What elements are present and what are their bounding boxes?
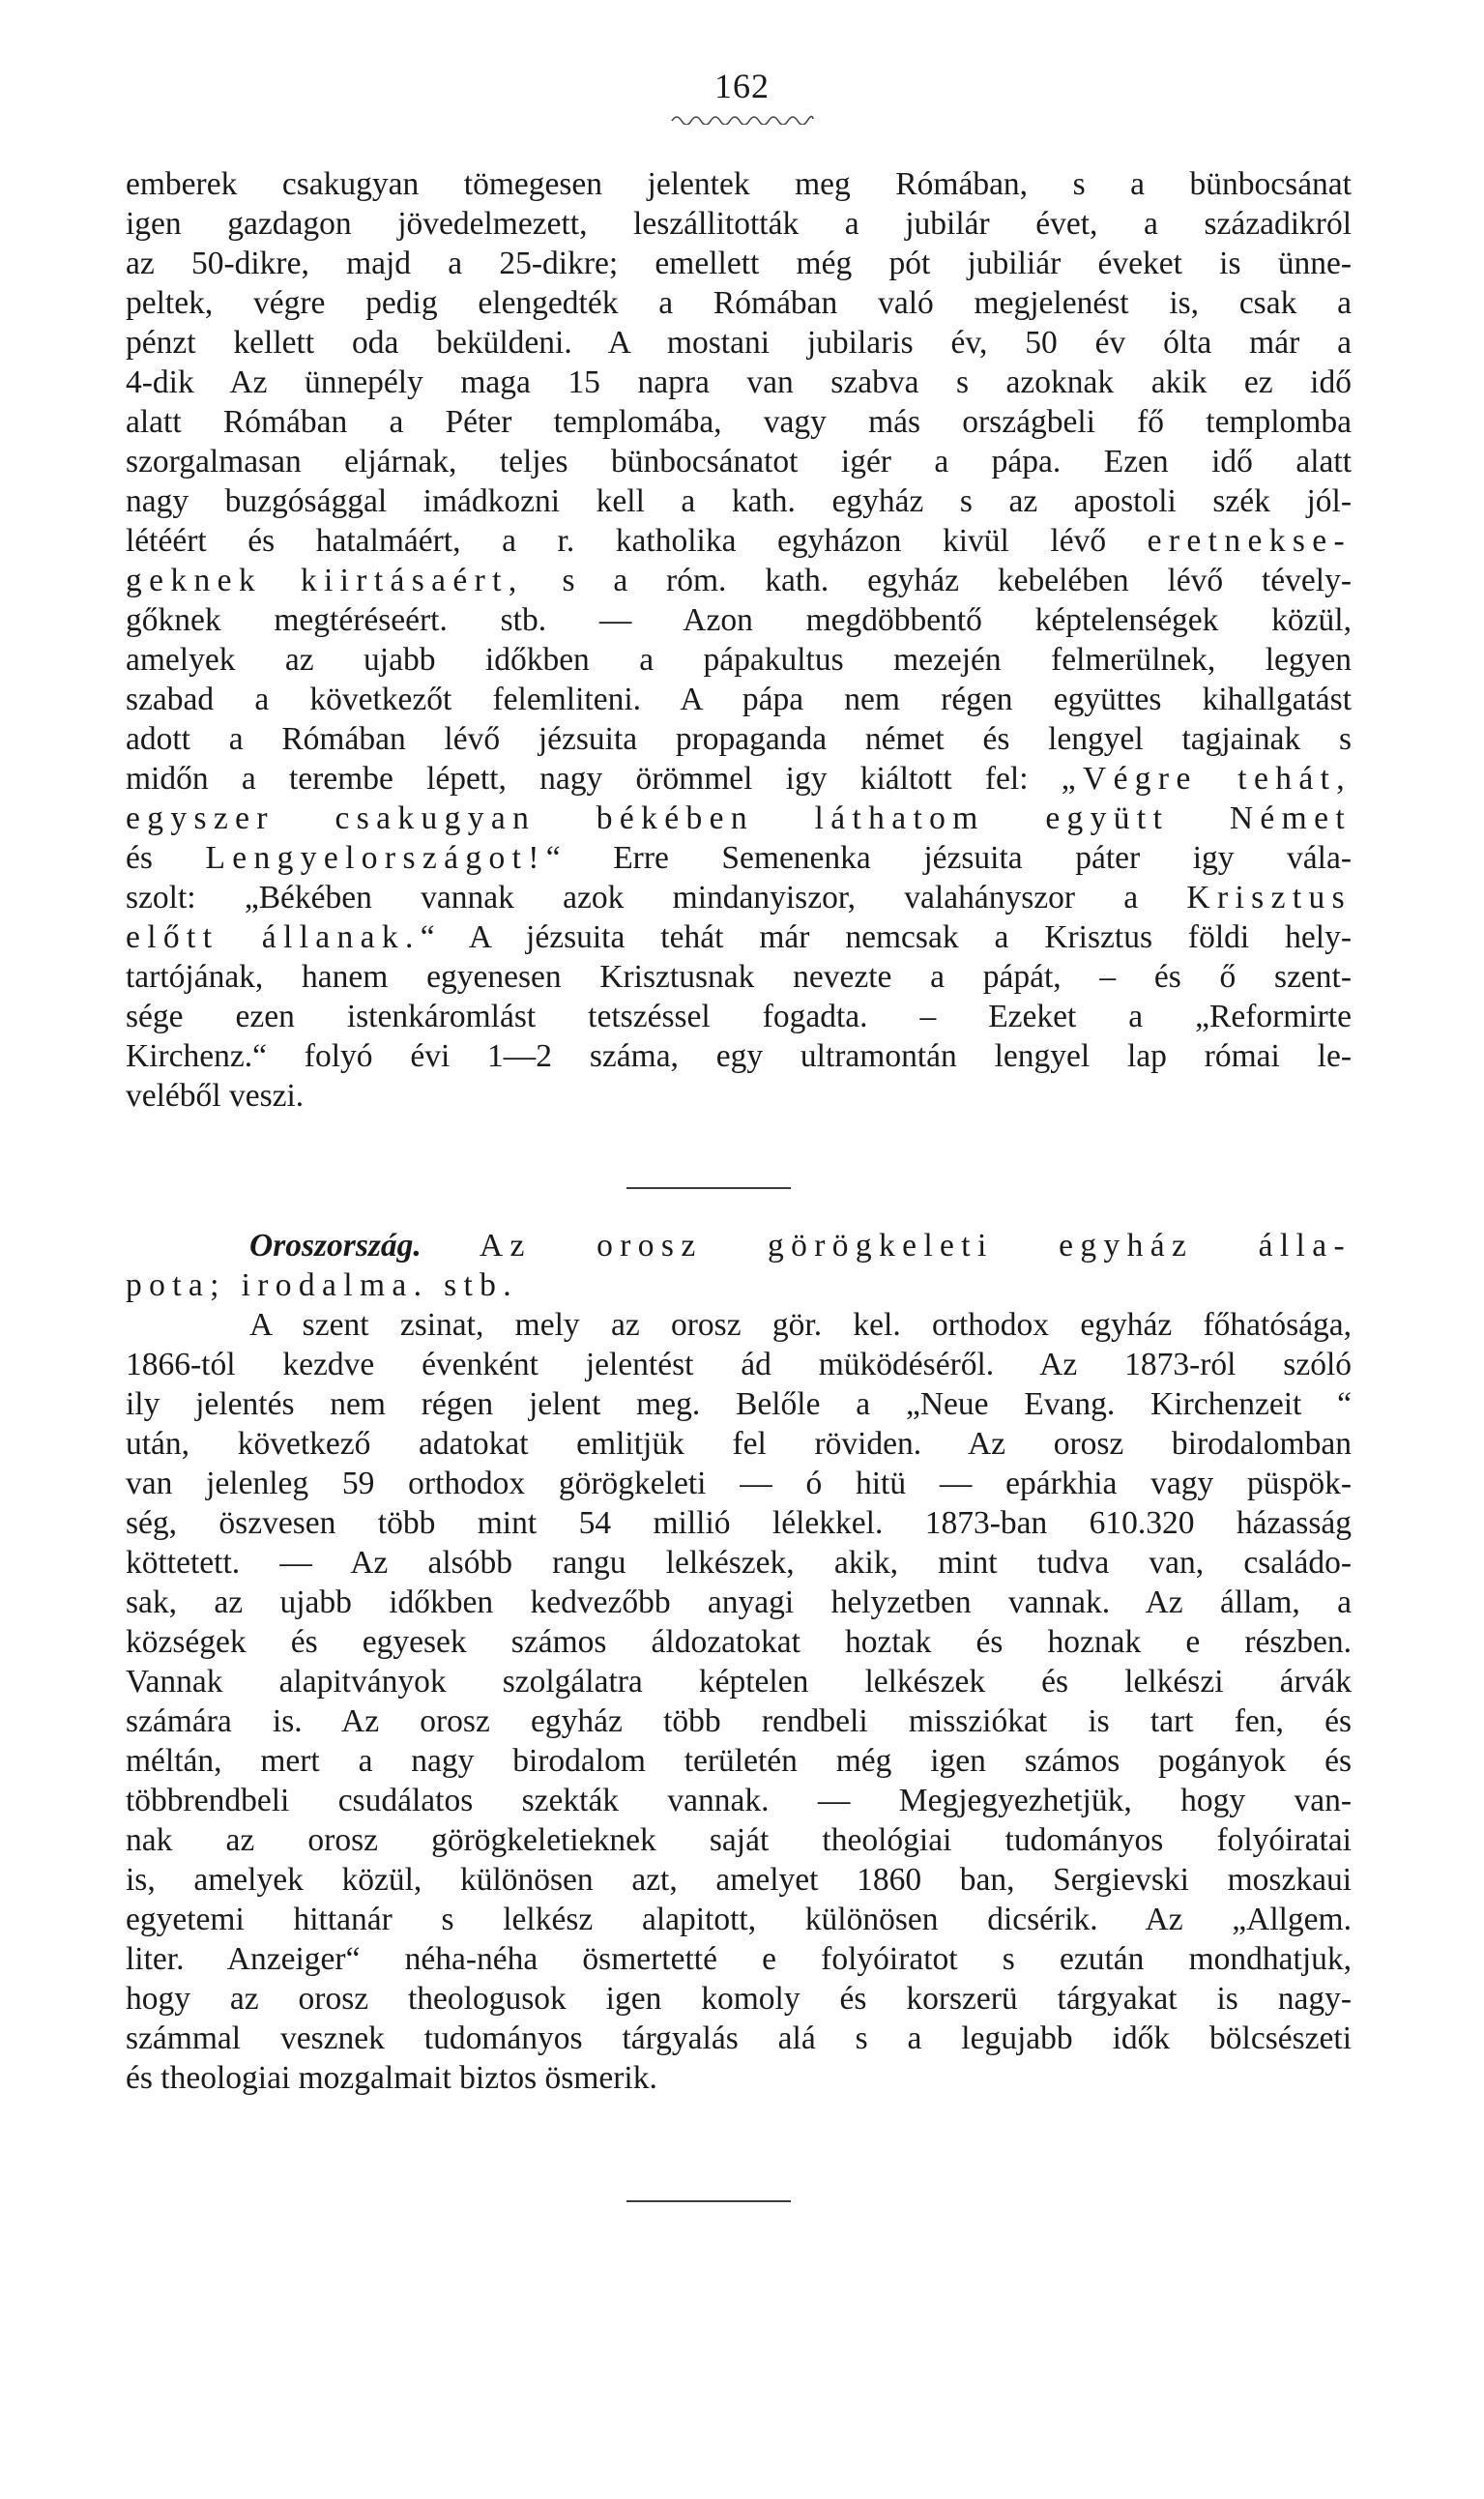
- text-line: méltán, mert a nagy birodalom területén még igen számos pogányok és: [126, 1743, 1352, 1779]
- section-divider: [626, 1187, 791, 1189]
- text-line: ség, öszvesen több mint 54 millió lélekkel. 1873-ban 610.320 házasság: [126, 1505, 1352, 1541]
- text-line: [126, 878, 1352, 917]
- wavy-rule-icon: [670, 111, 815, 125]
- text-line: egyetemi hittanár s lelkész alapitott, különösen dicsérik. Az „Allgem.: [126, 1902, 1352, 1937]
- text-fragment: és: [126, 840, 153, 876]
- text-line: egyszer csakugyan békében láthatom együtt Német: [126, 800, 1352, 836]
- text-line: után, következő adatokat emlitjük fel röviden. Az orosz birodalomban: [126, 1426, 1352, 1462]
- spaced-emphasis: „Végre tehát,: [1061, 761, 1353, 797]
- text-fragment: “ Erre Semenenka jézsuita páter igy vála-: [545, 840, 1353, 876]
- section-divider: [626, 2200, 791, 2202]
- spaced-emphasis: Lengyelországot!: [205, 840, 546, 876]
- text-line: [126, 561, 1352, 600]
- text-fragment: létéért és hatalmáért, a r. katholika egyházon kivül lévő: [126, 523, 1107, 559]
- text-line: többrendbeli csudálatos szekták vannak. — Megjegyezhetjük, hogy van-: [126, 1783, 1352, 1818]
- text-line: Vannak alapitványok szolgálatra képtelen lelkészek és lelkészi árvák: [126, 1664, 1352, 1700]
- text-line: ily jelentés nem régen jelent meg. Belőle a „Neue Evang. Kirchenzeit “: [126, 1386, 1352, 1422]
- text-line: [126, 759, 1352, 799]
- text-line: számmal vesznek tudományos tárgyalás alá s a legujabb idők bölcsészeti: [126, 2020, 1352, 2056]
- section-title: Oroszország.: [249, 1228, 422, 1264]
- text-line: községek és egyesek számos áldozatokat hoztak és hoznak e részben.: [126, 1624, 1352, 1660]
- spaced-emphasis: kiirtásaért,: [300, 563, 524, 598]
- text-line: peltek, végre pedig elengedték a Rómában való megjelenést is, csak a: [126, 285, 1352, 321]
- spaced-emphasis: Krisztus: [1186, 880, 1353, 915]
- section-subtitle-continued: pota; irodalma. stb.: [126, 1267, 519, 1303]
- text-line: Kirchenz.“ folyó évi 1—2 száma, egy ultramontán lengyel lap római le-: [126, 1038, 1352, 1074]
- text-line: az 50-dikre, majd a 25-dikre; emellett még pót jubiliár éveket is ünne-: [126, 246, 1352, 281]
- text-line: és theologiai mozgalmait biztos ösmerik.: [126, 2060, 657, 2096]
- text-fragment: midőn a terembe lépett, nagy örömmel igy kiáltott fel:: [126, 761, 1029, 797]
- text-line: tartójának, hanem egyenesen Krisztusnak nevezte a pápát, – és ő szent-: [126, 959, 1352, 995]
- page-number: 162: [714, 67, 770, 105]
- text-fragment: “ A jézsuita tehát már nemcsak a Krisztus földi hely-: [420, 919, 1352, 955]
- text-line: számára is. Az orosz egyház több rendbeli missziókat is tart fen, és: [126, 1703, 1352, 1739]
- text-line: gőknek megtéréseért. stb. — Azon megdöbbentő képtelenségek közül,: [126, 602, 1352, 638]
- text-line: pénzt kellett oda beküldeni. A mostani jubilaris év, 50 év ólta már a: [126, 325, 1352, 361]
- text-line: nak az orosz görögkeletieknek saját theológiai tudományos folyóiratai: [126, 1822, 1352, 1858]
- text-line: [126, 838, 1352, 878]
- text-line: sak, az ujabb időkben kedvezőbb anyagi helyzetben vannak. Az állam, a: [126, 1584, 1352, 1620]
- spaced-emphasis: geknek: [126, 563, 262, 598]
- text-line: amelyek az ujabb időkben a pápakultus mezején felmerülnek, legyen: [126, 642, 1352, 678]
- text-line: alatt Rómában a Péter templomába, vagy más országbeli fő templomba: [126, 404, 1352, 440]
- text-fragment: s a róm. kath. egyház kebelében lévő tévely-: [562, 563, 1353, 598]
- text-fragment: szolt:: [126, 880, 196, 915]
- text-line: liter. Anzeiger“ néha-néha ösmertetté e folyóiratot s ezután mondhatjuk,: [126, 1941, 1352, 1977]
- spaced-emphasis: előtt állanak.: [126, 919, 421, 955]
- text-line: emberek csakugyan tömegesen jelentek meg Rómában, s a bünbocsánat: [126, 166, 1352, 202]
- text-line: köttetett. — Az alsóbb rangu lelkészek, akik, mint tudva van, családo-: [126, 1545, 1352, 1581]
- spaced-emphasis: eretnekse-: [1147, 523, 1353, 559]
- section-russia: [126, 1226, 1352, 2098]
- text-line: is, amelyek közül, különösen azt, amelyet 1860 ban, Sergievski moszkaui: [126, 1862, 1352, 1898]
- section-subtitle: Az orosz görögkeleti egyház álla-: [479, 1228, 1353, 1264]
- text-line: igen gazdagon jövedelmezett, leszállitották a jubilár évet, a századikról: [126, 206, 1352, 242]
- text-line: 4-dik Az ünnepély maga 15 napra van szabva s azoknak akik ez idő: [126, 364, 1352, 400]
- page-number-ornament: [0, 111, 1484, 130]
- text-line: szorgalmasan eljárnak, teljes bünbocsánatot igér a pápa. Ezen idő alatt: [126, 444, 1352, 479]
- text-fragment: „Békében vannak azok mindanyiszor, valahányszor a: [244, 880, 1139, 915]
- text-line: nagy buzgósággal imádkozni kell a kath. egyház s az apostoli szék jól-: [126, 483, 1352, 519]
- text-line: adott a Rómában lévő jézsuita propaganda német és lengyel tagjainak s: [126, 721, 1352, 757]
- text-line: sége ezen istenkáromlást tetszéssel fogadta. – Ezeket a „Reformirte: [126, 999, 1352, 1034]
- text-line: hogy az orosz theologusok igen komoly és korszerü tárgyakat is nagy-: [126, 1981, 1352, 2017]
- text-line: van jelenleg 59 orthodox görögkeleti — ó hitü — epárkhia vagy püspök-: [126, 1466, 1352, 1501]
- text-line: [126, 917, 1352, 957]
- text-line: A szent zsinat, mely az orosz gör. kel. orthodox egyház főhatósága,: [249, 1307, 1352, 1343]
- text-line: veléből veszi.: [126, 1078, 305, 1114]
- text-line: 1866-tól kezdve évenként jelentést ád müködéséről. Az 1873-ról szóló: [126, 1347, 1352, 1382]
- text-line: szabad a következőt felemliteni. A pápa nem régen együttes kihallgatást: [126, 682, 1352, 717]
- section-heading-line: [126, 1226, 1352, 1265]
- text-line: [126, 521, 1352, 561]
- paragraph-rome-jubilee: [126, 164, 1352, 1116]
